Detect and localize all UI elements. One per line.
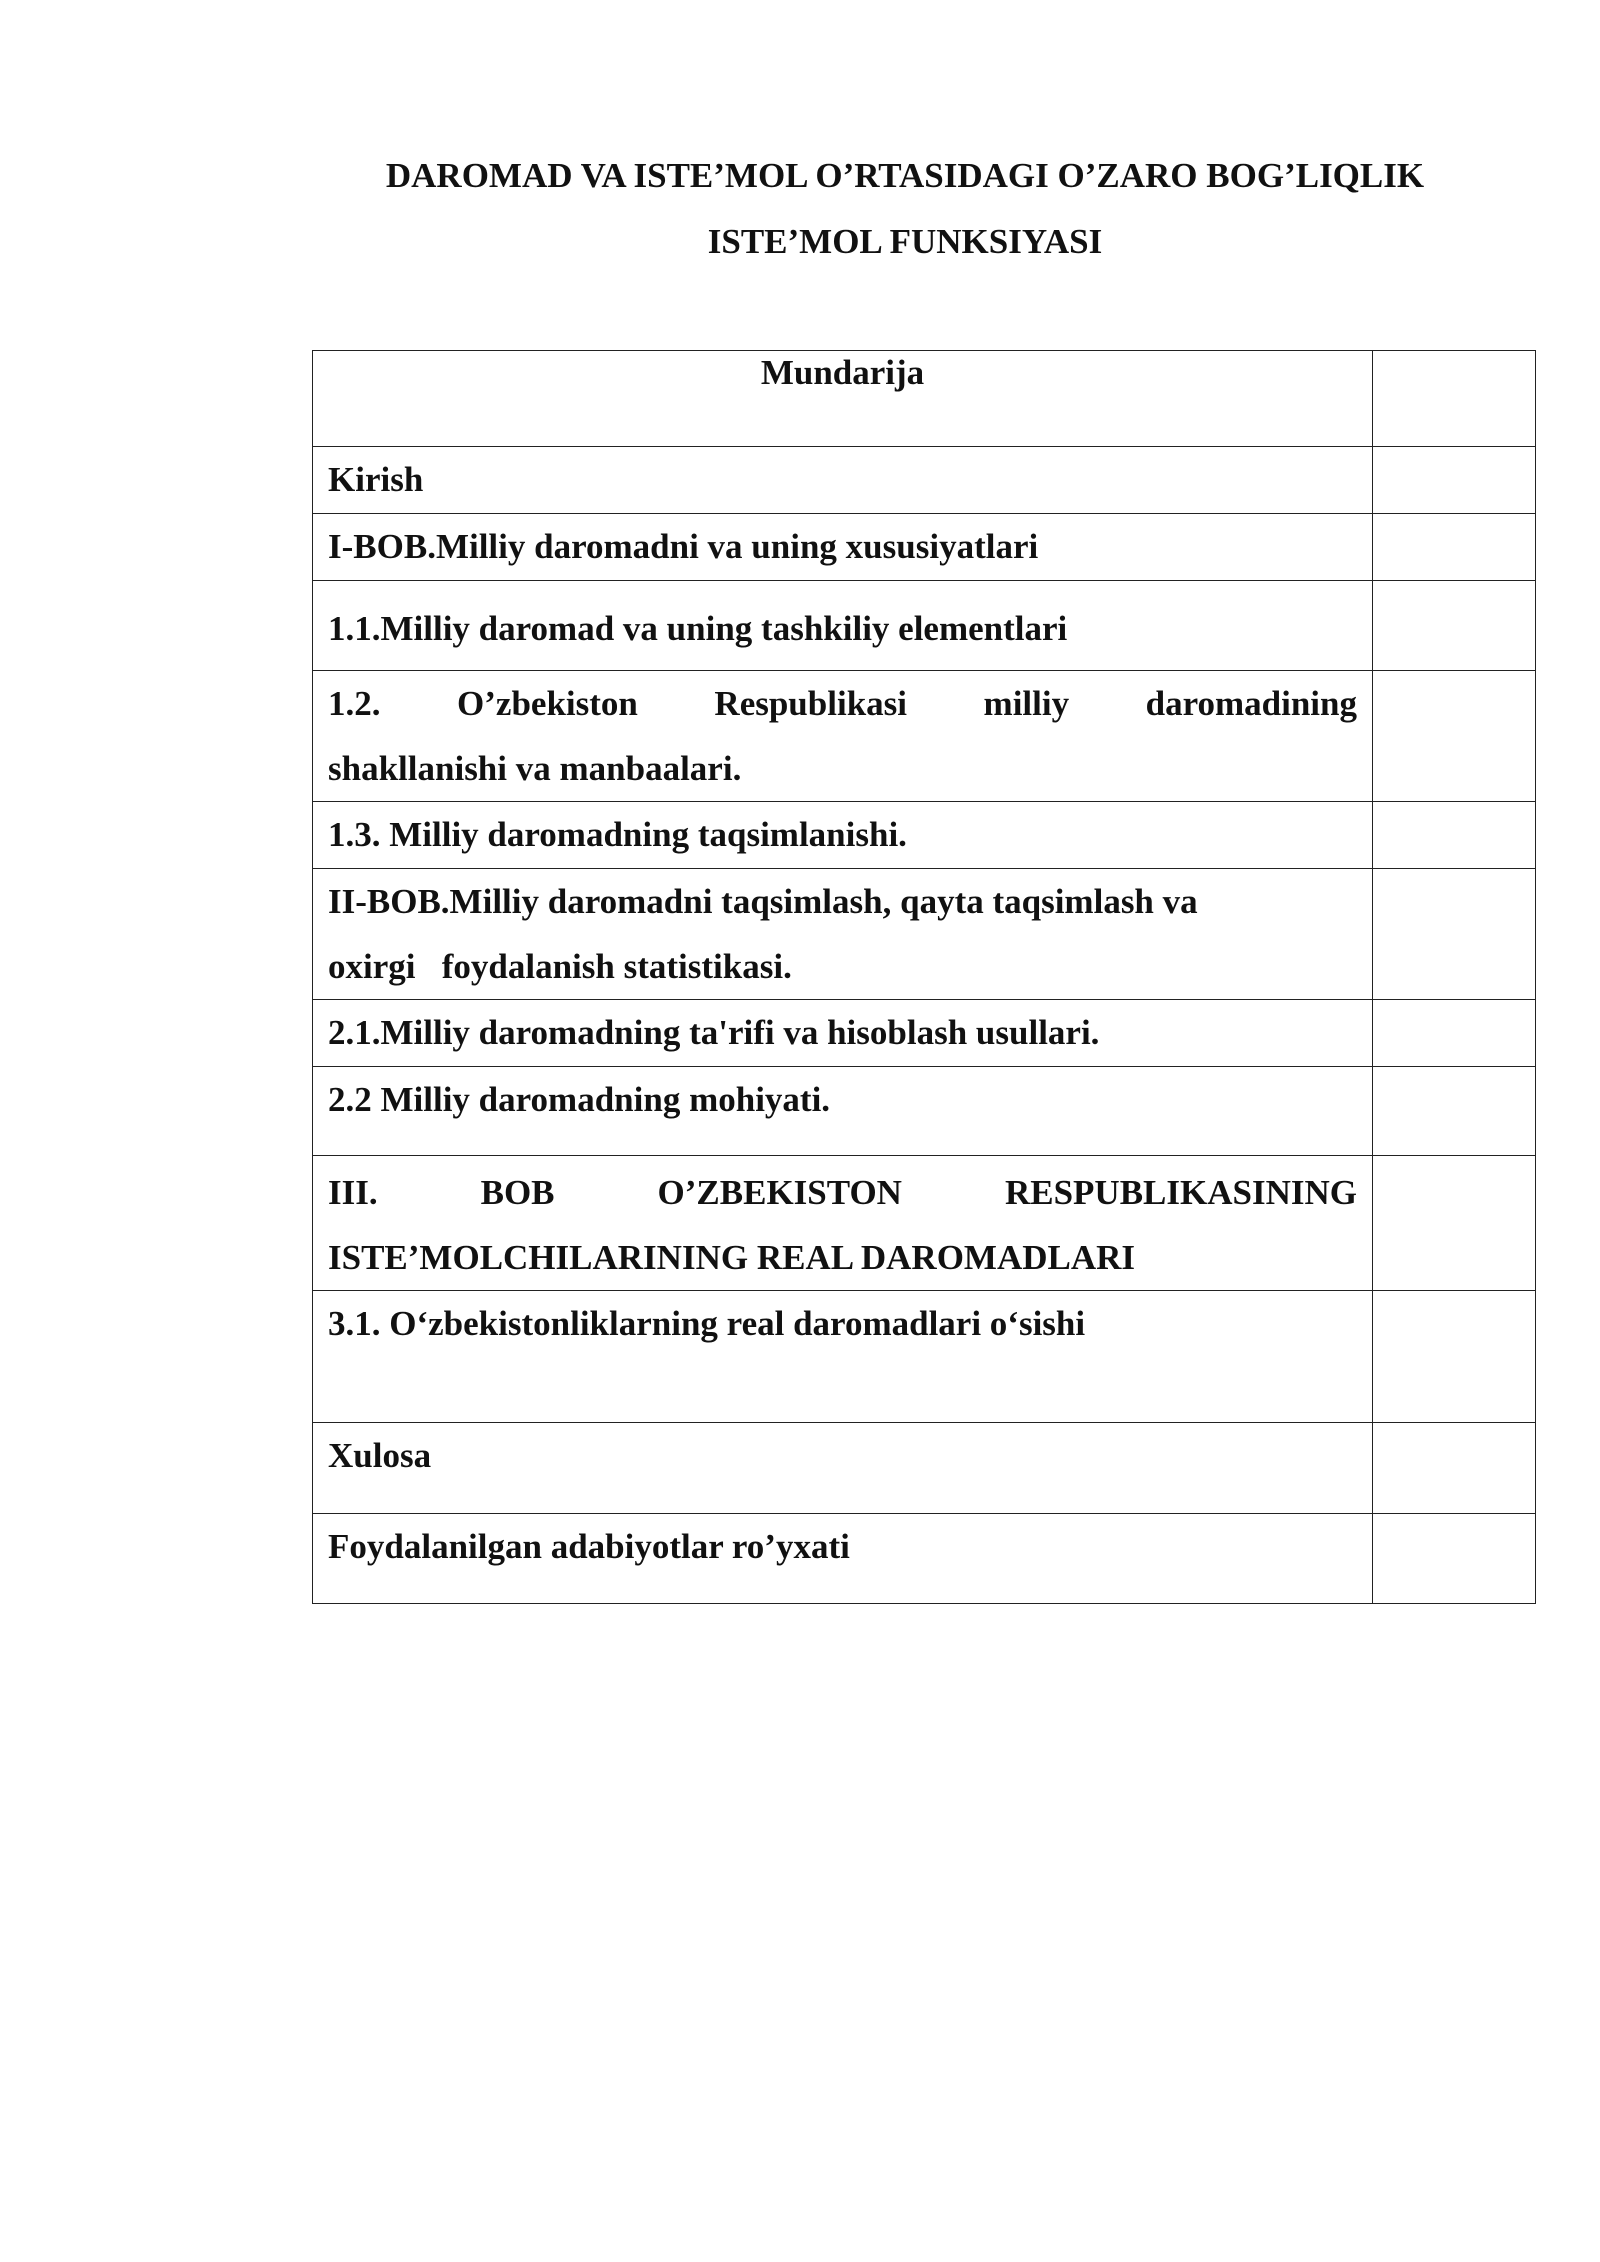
toc-entry-text: 2.2 Milliy daromadning mohiyati. [328, 1080, 831, 1119]
toc-entry [313, 1291, 1373, 1423]
toc-entry-text: I-BOB.Milliy daromadni va uning xususiyatlari [328, 527, 1039, 566]
toc-entry [313, 581, 1373, 671]
table-row [313, 1423, 1536, 1514]
toc-entry-text: 2.1.Milliy daromadning ta'rifi va hisoblash usullari. [328, 1013, 1100, 1052]
toc-entry-text [328, 671, 1357, 801]
page-number-cell [1373, 1423, 1536, 1514]
toc-heading [313, 351, 1373, 447]
toc-entry-text: Kirish [328, 460, 424, 499]
toc-entry [313, 1514, 1373, 1604]
toc-entry-line: oxirgi foydalanish statistikasi. [328, 947, 792, 986]
page-number-cell [1373, 1156, 1536, 1291]
page-number-cell [1373, 1291, 1536, 1423]
table-row [313, 869, 1536, 1000]
table-row [313, 671, 1536, 802]
toc-entry-line: II-BOB.Milliy daromadni taqsimlash, qayta taqsimlash va [328, 882, 1198, 921]
page-number-cell [1373, 802, 1536, 869]
table-row [313, 1156, 1536, 1291]
table-row [313, 1514, 1536, 1604]
toc-entry-text: Xulosa [328, 1436, 432, 1475]
toc-entry-line: III. BOB O’ZBEKISTON RESPUBLIKASINING [328, 1173, 1357, 1212]
table-row [313, 581, 1536, 671]
toc-entry [313, 1067, 1373, 1156]
toc-entry [313, 514, 1373, 581]
document-subtitle: ISTE’MOL FUNKSIYASI [707, 222, 1103, 261]
toc-entry [313, 1000, 1373, 1067]
toc-entry-text: Foydalanilgan adabiyotlar ro’yxati [328, 1527, 850, 1566]
page-number-cell [1373, 581, 1536, 671]
toc-entry-text: 1.1.Milliy daromad va uning tashkiliy elementlari [328, 609, 1068, 648]
toc-entry [313, 671, 1373, 802]
table-row [313, 447, 1536, 514]
table-row [313, 1067, 1536, 1156]
document-title: DAROMAD VA ISTE’MOL O’RTASIDAGI O’ZARO BOG’LIQLIK [385, 156, 1425, 195]
table-row [313, 802, 1536, 869]
toc-entry-line: 1.2. O’zbekiston Respublikasi milliy daromadining [328, 684, 1357, 723]
toc-entry [313, 1423, 1373, 1514]
page-number-cell [1373, 351, 1536, 447]
page-number-cell [1373, 869, 1536, 1000]
page-number-cell [1373, 1067, 1536, 1156]
page-number-cell [1373, 447, 1536, 514]
page-number-cell [1373, 1514, 1536, 1604]
toc-entry [313, 802, 1373, 869]
page-number-cell [1373, 671, 1536, 802]
toc-entry [313, 1156, 1373, 1291]
toc-heading-text: Mundarija [760, 353, 925, 392]
page-number-cell [1373, 514, 1536, 581]
toc-entry-line: shakllanishi va manbaalari. [328, 749, 742, 788]
table-of-contents [312, 350, 1536, 1604]
toc-entry-text: 1.3. Milliy daromadning taqsimlanishi. [328, 815, 907, 854]
page-number-cell [1373, 1000, 1536, 1067]
toc-entry [313, 869, 1373, 1000]
toc-header-row [313, 351, 1536, 447]
toc-entry-line: ISTE’MOLCHILARINING REAL DAROMADLARI [328, 1238, 1136, 1277]
toc-entry-text: 3.1. O‘zbekistonliklarning real daromadlari o‘sishi [328, 1304, 1086, 1343]
toc-entry-text [328, 1160, 1357, 1290]
table-row [313, 514, 1536, 581]
table-row [313, 1291, 1536, 1423]
toc-entry [313, 447, 1373, 514]
toc-entry-text [328, 869, 1357, 999]
table-row [313, 1000, 1536, 1067]
